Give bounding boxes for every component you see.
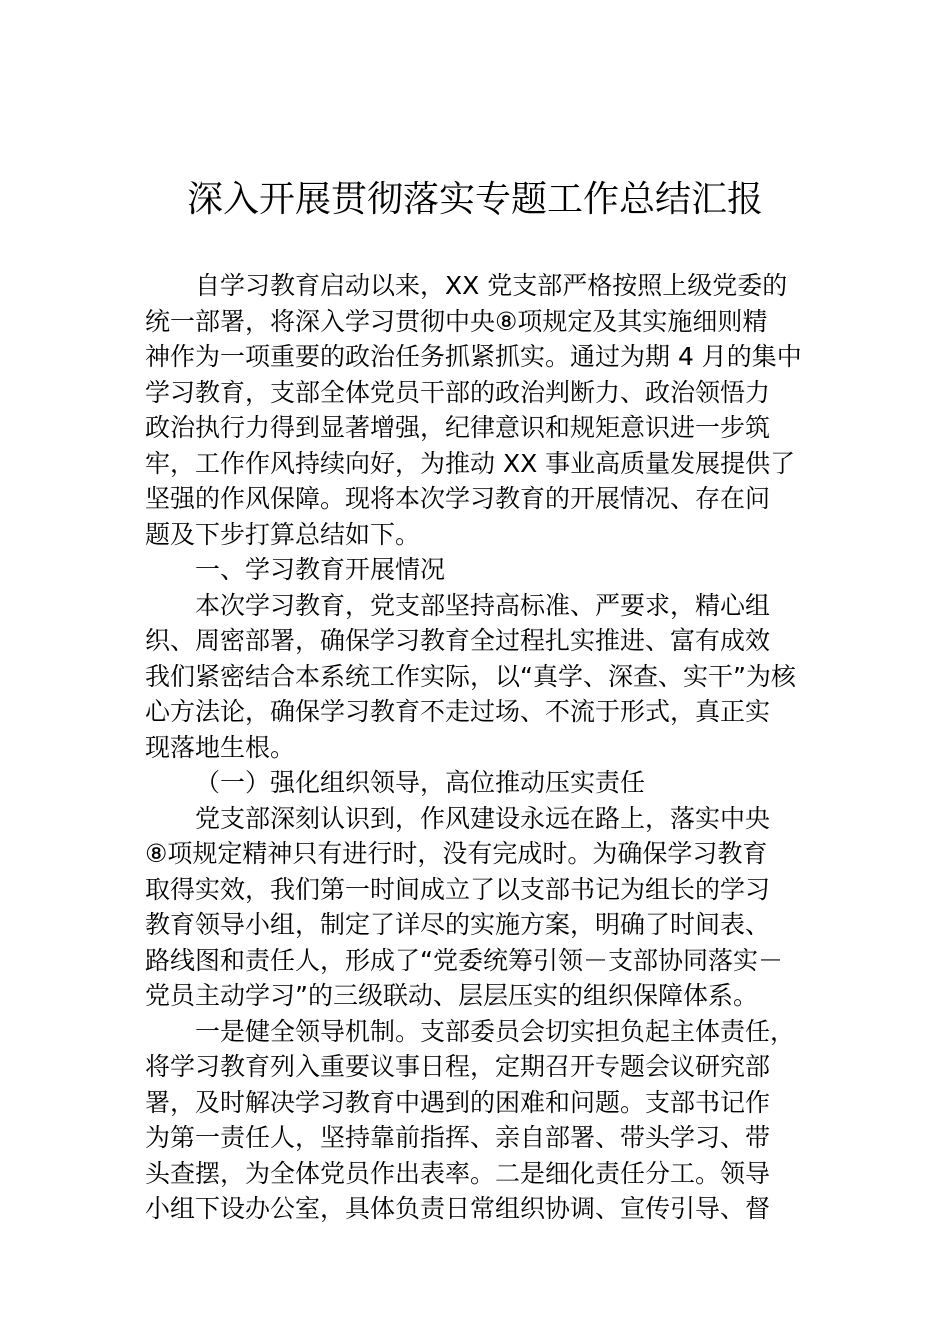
paragraph-line: 心方法论，确保学习教育不走过场、不流于形式，真正实 bbox=[145, 697, 771, 726]
paragraph-line: 现落地生根。 bbox=[145, 732, 296, 762]
paragraph-line: 织、周密部署，确保学习教育全过程扎实推进、富有成效 bbox=[145, 626, 771, 655]
paragraph-line: 党支部深刻认识到，作风建设永远在路上，落实中央 bbox=[195, 803, 771, 833]
paragraph-line: 坚强的作风保障。现将本次学习教育的开展情况、存在问 bbox=[145, 484, 771, 513]
paragraph-line: ⑧项规定精神只有进行时，没有完成时。为确保学习教育 bbox=[145, 839, 768, 868]
document-title: 深入开展贯彻落实专题工作总结汇报 bbox=[186, 179, 763, 220]
paragraph-line: 党员主动学习”的三级联动、层层压实的组织保障体系。 bbox=[145, 981, 758, 1010]
paragraph-line: 统一部署，将深入学习贯彻中央⑧项规定及其实施细则精 bbox=[145, 306, 768, 336]
paragraph-line: 神作为一项重要的政治任务抓紧抓实。通过为期 4 月的集中 bbox=[145, 342, 802, 371]
paragraph-line: 题及下步打算总结如下。 bbox=[145, 519, 421, 549]
paragraph-line: 自学习教育启动以来，XX 党支部严格按照上级党委的 bbox=[195, 271, 788, 300]
subsection-heading: （一）强化组织领导，高位推动压实责任 bbox=[195, 768, 646, 797]
paragraph-line: 学习教育，支部全体党员干部的政治判断力、政治领悟力 bbox=[145, 377, 771, 407]
paragraph-line: 路线图和责任人，形成了“党委统筹引领－支部协同落实－ bbox=[145, 945, 783, 975]
paragraph-line: 牢，工作作风持续向好，为推动 XX 事业高质量发展提供了 bbox=[145, 448, 796, 478]
paragraph-line: 小组下设办公室，具体负责日常组织协调、宣传引导、督 bbox=[145, 1194, 771, 1223]
paragraph-line: 本次学习教育，党支部坚持高标准、严要求，精心组 bbox=[195, 590, 771, 620]
paragraph-line: 政治执行力得到显著增强，纪律意识和规矩意识进一步筑 bbox=[145, 413, 771, 442]
document-body bbox=[145, 268, 815, 1227]
section-heading: 一、学习教育开展情况 bbox=[195, 555, 446, 584]
paragraph-line: 一是健全领导机制。支部委员会切实担负起主体责任， bbox=[195, 1016, 796, 1046]
paragraph-line: 取得实效，我们第一时间成立了以支部书记为组长的学习 bbox=[145, 874, 771, 904]
paragraph-line: 署，及时解决学习教育中遇到的困难和问题。支部书记作 bbox=[145, 1087, 771, 1117]
paragraph-line: 我们紧密结合本系统工作实际，以“真学、深查、实干”为核 bbox=[145, 661, 796, 691]
paragraph-line: 头查摆，为全体党员作出表率。二是细化责任分工。领导 bbox=[145, 1158, 771, 1188]
paragraph-line: 将学习教育列入重要议事日程，定期召开专题会议研究部 bbox=[145, 1052, 771, 1081]
paragraph-line: 教育领导小组，制定了详尽的实施方案，明确了时间表、 bbox=[145, 910, 771, 939]
paragraph-line: 为第一责任人，坚持靠前指挥、亲自部署、带头学习、带 bbox=[145, 1123, 771, 1152]
